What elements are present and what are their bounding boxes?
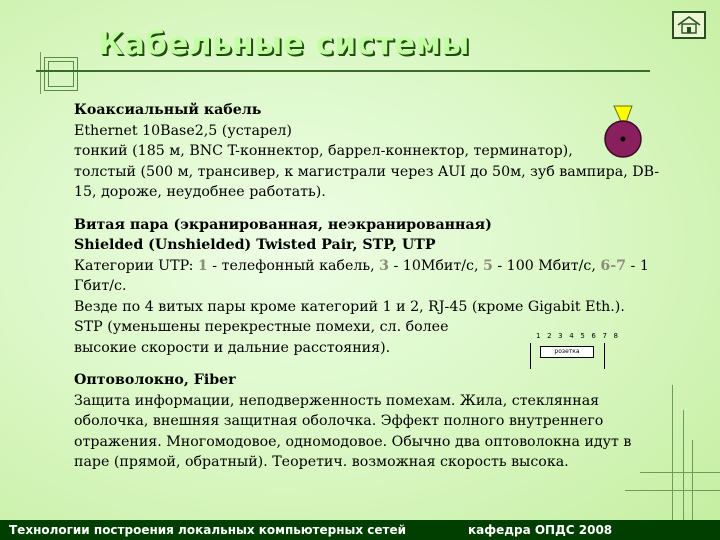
rj45-diagram xyxy=(528,330,621,372)
rj45-socket-label: розетка xyxy=(540,346,594,358)
rj45-right-leg xyxy=(604,343,605,369)
footer-bar xyxy=(0,520,720,540)
fiber-heading: Оптоволокно, Fiber xyxy=(74,372,236,388)
deco-line-right-v2 xyxy=(683,410,684,520)
rj45-left-leg xyxy=(530,343,531,369)
cat-5: 5 xyxy=(482,257,493,274)
twisted-heading-en: Shielded (Unshielded) Twisted Pair, STP, UTP xyxy=(74,237,436,253)
content xyxy=(74,100,664,485)
home-button[interactable] xyxy=(672,11,706,39)
stp-line2: высокие скорости и дальние расстояния). xyxy=(74,339,391,356)
footer-department: кафедра ОПДС 2008 xyxy=(468,523,613,537)
deco-line-right-h2 xyxy=(625,490,720,491)
cat-prefix: Категории UTP: xyxy=(74,257,198,274)
cat-6-7-text: - 1 Гбит/с. xyxy=(74,257,649,294)
deco-line-right-v3 xyxy=(692,440,693,520)
rj45-pin-numbers: 1 2 3 4 5 6 7 8 xyxy=(536,332,621,340)
title-underline xyxy=(36,70,650,72)
page-title: Кабельные системы xyxy=(98,26,470,62)
deco-line-left-v xyxy=(40,52,41,94)
cat-3-text: - 10Мбит/с, xyxy=(388,257,483,274)
utp-categories xyxy=(74,256,664,297)
cat-6-7: 6-7 xyxy=(600,257,627,274)
cat-1-text: - телефонный кабель, xyxy=(207,257,380,274)
deco-square-inner xyxy=(48,61,74,87)
home-icon xyxy=(676,15,702,35)
twisted-heading: Витая пара (экранированная, неэкранированная) xyxy=(74,216,492,233)
section-coax xyxy=(74,100,664,203)
fiber-text: Защита информации, неподверженность помехам. Жила, стеклянная оболочка, внешняя защитная оболочка. Эффект полного внутреннего отражения. Многомодовое, одномодовое. Обычно два оптоволокна идут в паре (прямой, обратный). Теоретич. возможная скорость высока. xyxy=(74,392,632,470)
section-fiber xyxy=(74,370,664,473)
cat-3: 3 xyxy=(379,257,389,274)
cat-1: 1 xyxy=(197,257,208,274)
coax-heading: Коаксиальный кабель xyxy=(74,102,262,118)
deco-line-right-v1 xyxy=(672,385,673,520)
footer-course: Технологии построения локальных компьютерных сетей xyxy=(9,523,407,537)
cat-5-text: - 100 Мбит/с, xyxy=(492,257,601,274)
coax-line2: тонкий (185 м, BNC T-коннектор, баррел-коннектор, терминатор), xyxy=(74,143,573,159)
coax-line3: толстый (500 м, трансивер, к магистрали через AUI до 50м, зуб вампира, DB-15, дороже, неудобнее работать). xyxy=(74,163,660,200)
twisted-pairs-line: Везде по 4 витых пары кроме категорий 1 и 2, RJ-45 (кроме Gigabit Eth.). xyxy=(74,298,625,315)
stp-line1: STP (уменьшены перекрестные помехи, сл. более xyxy=(74,319,449,335)
coax-line1: Ethernet 10Base2,5 (устарел) xyxy=(74,122,292,139)
